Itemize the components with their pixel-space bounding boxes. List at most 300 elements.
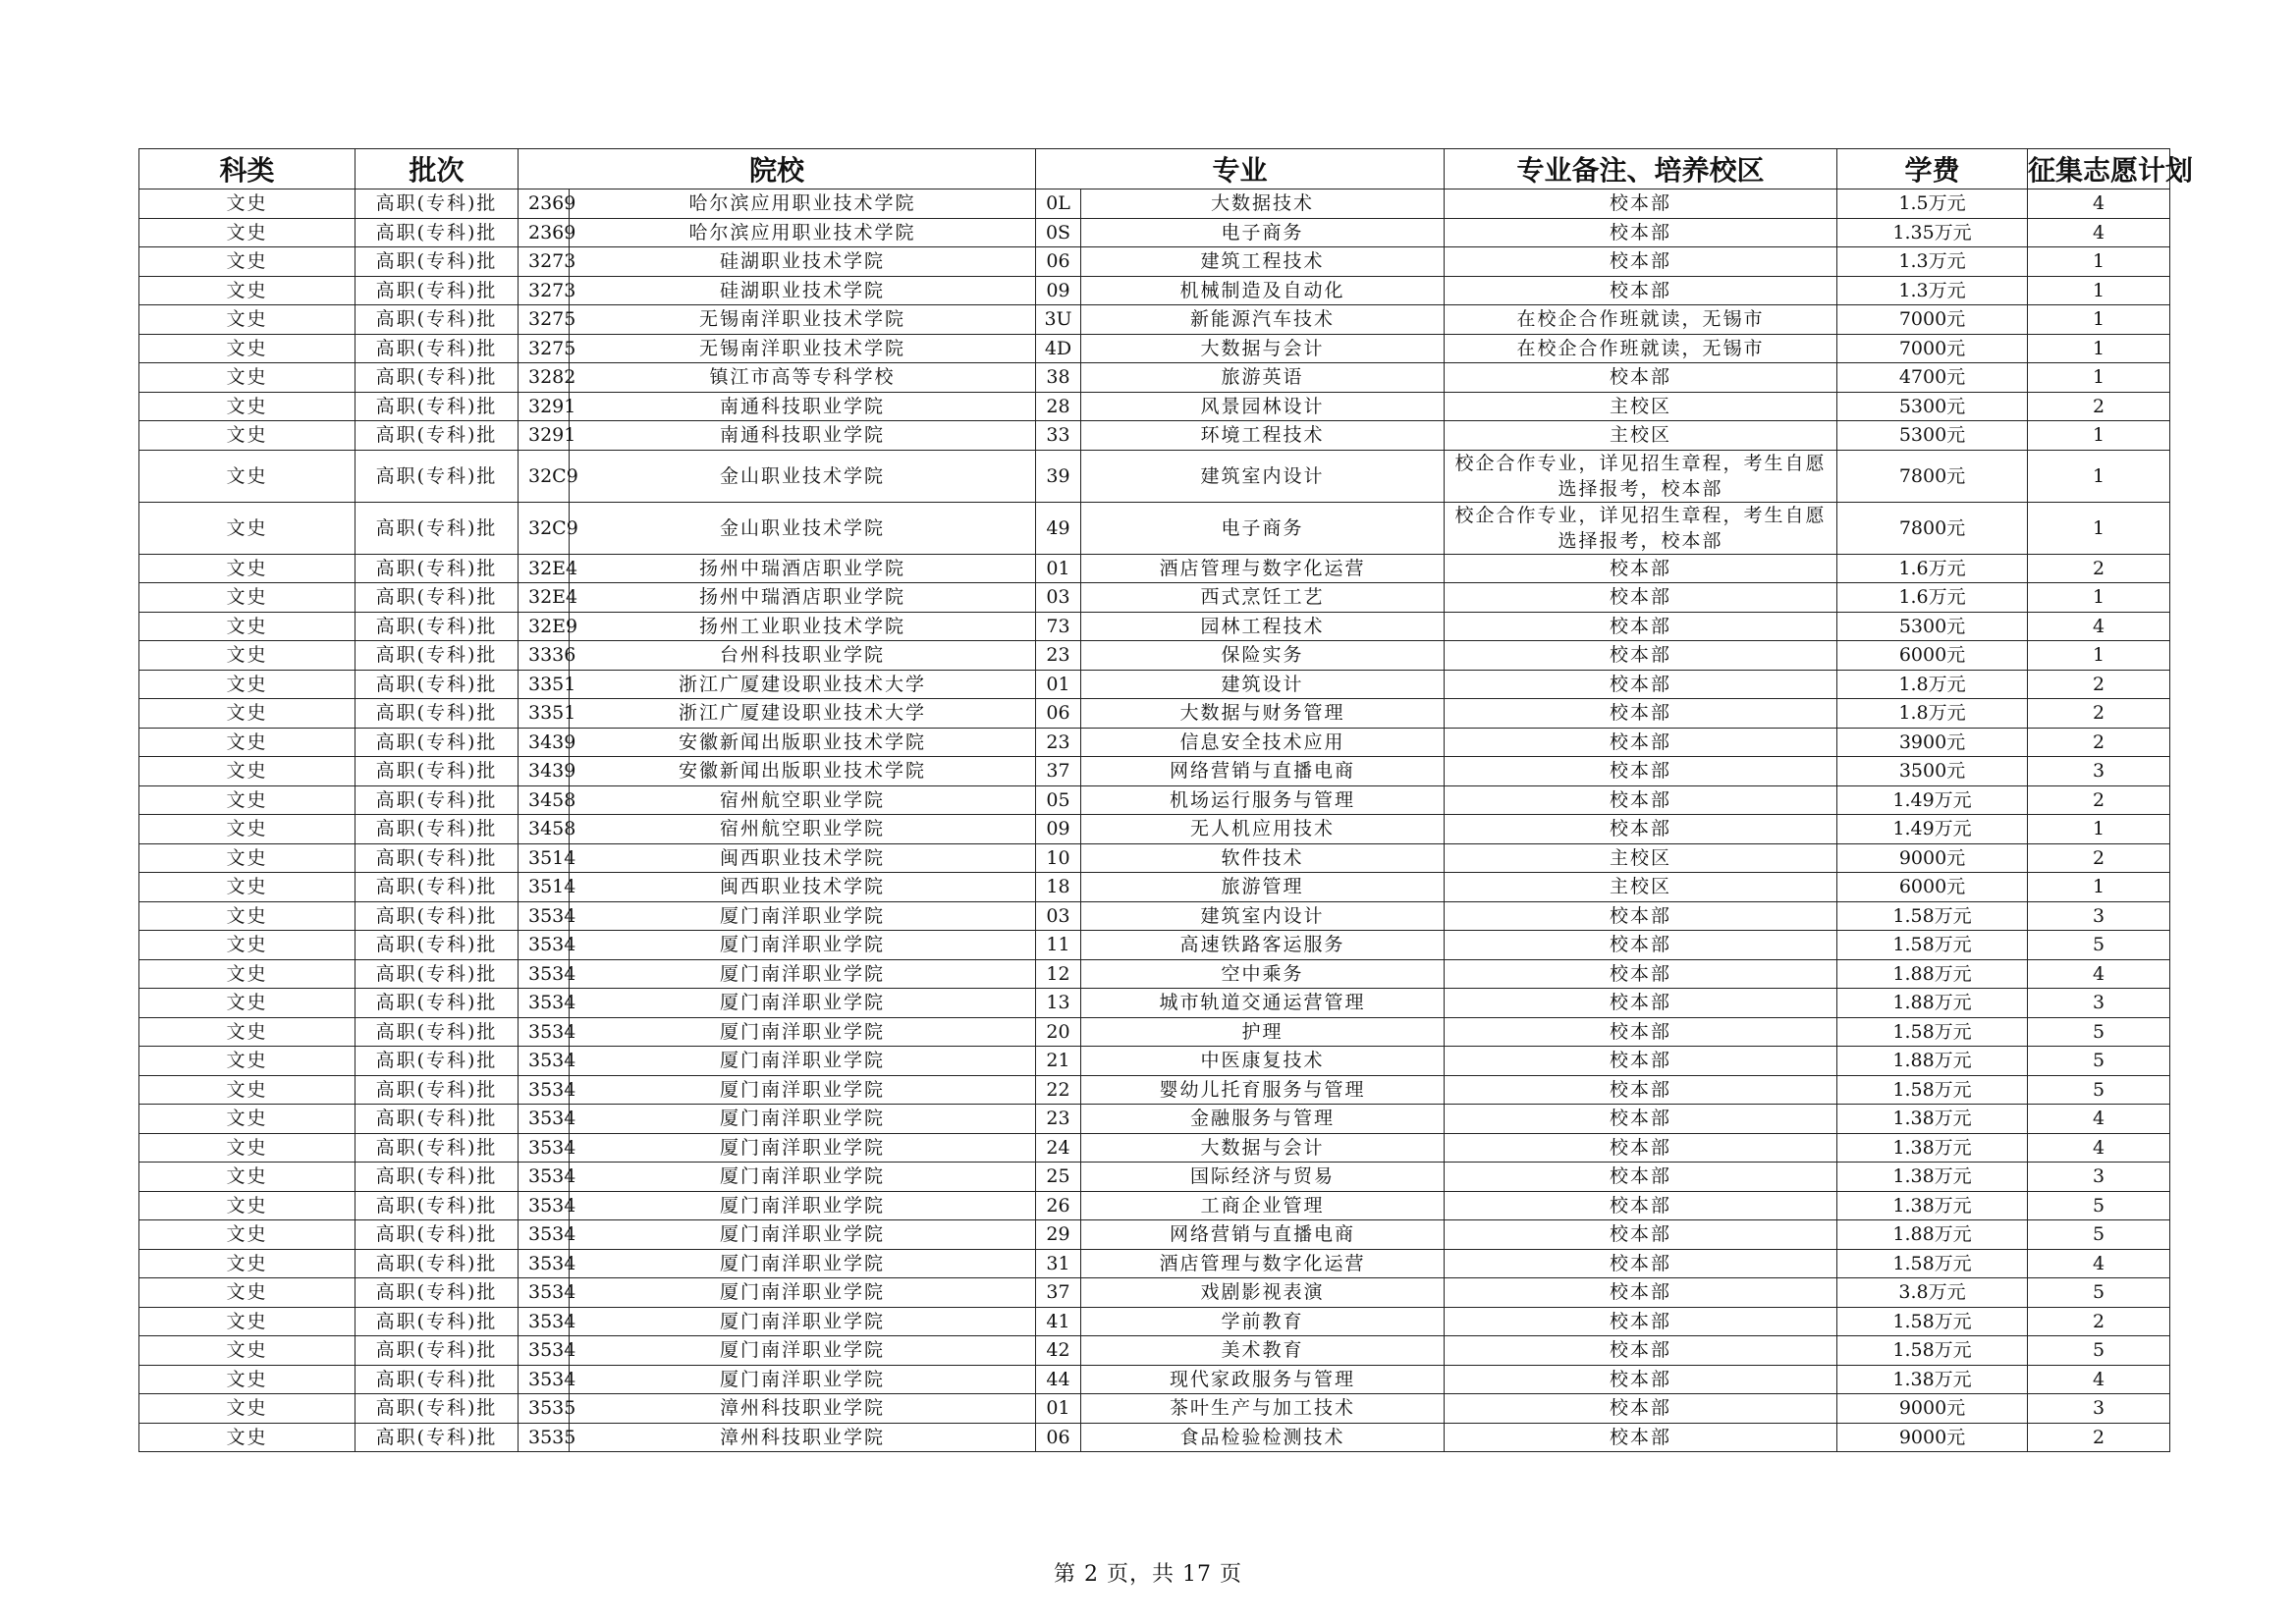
col-header-school: 院校: [519, 149, 1036, 189]
cell-category: 文史: [139, 1365, 355, 1394]
cell-batch: 高职(专科)批: [355, 276, 519, 305]
cell-tuition: 9000元: [1837, 1423, 2028, 1452]
cell-school-code: 3535: [519, 1394, 570, 1424]
cell-school-code: 32C9: [519, 502, 570, 554]
cell-school-code: 3336: [519, 641, 570, 671]
col-header-batch: 批次: [355, 149, 519, 189]
cell-school-name: 浙江广厦建设职业技术大学: [570, 699, 1036, 729]
cell-school-code: 3534: [519, 1249, 570, 1278]
cell-major-code: 05: [1036, 785, 1081, 815]
cell-remark: 校本部: [1445, 699, 1837, 729]
cell-plan-count: 3: [2028, 989, 2170, 1018]
cell-major-name: 大数据与会计: [1081, 334, 1445, 363]
cell-major-code: 0L: [1036, 189, 1081, 219]
cell-major-name: 旅游管理: [1081, 873, 1445, 902]
cell-school-name: 厦门南洋职业学院: [570, 1249, 1036, 1278]
cell-plan-count: 2: [2028, 1423, 2170, 1452]
cell-school-code: 3534: [519, 1307, 570, 1336]
cell-school-name: 厦门南洋职业学院: [570, 1133, 1036, 1163]
cell-school-name: 宿州航空职业学院: [570, 785, 1036, 815]
cell-tuition: 1.58万元: [1837, 931, 2028, 960]
cell-plan-count: 5: [2028, 1191, 2170, 1220]
cell-major-code: 12: [1036, 959, 1081, 989]
cell-remark: 校本部: [1445, 1394, 1837, 1424]
cell-major-name: 金融服务与管理: [1081, 1105, 1445, 1134]
cell-category: 文史: [139, 502, 355, 554]
cell-plan-count: 5: [2028, 1278, 2170, 1308]
table-row: [139, 247, 2170, 277]
cell-major-name: 建筑工程技术: [1081, 247, 1445, 277]
cell-plan-count: 2: [2028, 554, 2170, 583]
cell-major-name: 机械制造及自动化: [1081, 276, 1445, 305]
col-header-tuition: 学费: [1837, 149, 2028, 189]
cell-remark: 校本部: [1445, 1365, 1837, 1394]
cell-plan-count: 3: [2028, 901, 2170, 931]
cell-school-code: 3534: [519, 901, 570, 931]
cell-major-code: 06: [1036, 247, 1081, 277]
cell-tuition: 1.58万元: [1837, 1249, 2028, 1278]
cell-category: 文史: [139, 334, 355, 363]
cell-batch: 高职(专科)批: [355, 699, 519, 729]
cell-remark: 校本部: [1445, 1423, 1837, 1452]
cell-major-code: 37: [1036, 757, 1081, 786]
cell-remark: 校本部: [1445, 363, 1837, 393]
cell-school-name: 哈尔滨应用职业技术学院: [570, 218, 1036, 247]
cell-tuition: 1.58万元: [1837, 901, 2028, 931]
cell-school-name: 厦门南洋职业学院: [570, 1017, 1036, 1047]
cell-school-name: 宿州航空职业学院: [570, 815, 1036, 844]
cell-remark: 校企合作专业，详见招生章程，考生自愿选择报考，校本部: [1445, 450, 1837, 502]
cell-school-name: 厦门南洋职业学院: [570, 1105, 1036, 1134]
cell-major-code: 28: [1036, 392, 1081, 421]
cell-major-name: 信息安全技术应用: [1081, 728, 1445, 757]
cell-major-name: 戏剧影视表演: [1081, 1278, 1445, 1308]
table-row: [139, 1220, 2170, 1250]
cell-major-code: 23: [1036, 1105, 1081, 1134]
cell-batch: 高职(专科)批: [355, 757, 519, 786]
cell-category: 文史: [139, 873, 355, 902]
cell-school-name: 南通科技职业学院: [570, 421, 1036, 451]
cell-batch: 高职(专科)批: [355, 247, 519, 277]
cell-remark: 校本部: [1445, 757, 1837, 786]
table-row: [139, 1105, 2170, 1134]
cell-major-code: 03: [1036, 901, 1081, 931]
cell-major-name: 环境工程技术: [1081, 421, 1445, 451]
cell-tuition: 3500元: [1837, 757, 2028, 786]
cell-batch: 高职(专科)批: [355, 1278, 519, 1308]
cell-batch: 高职(专科)批: [355, 1133, 519, 1163]
cell-tuition: 7800元: [1837, 450, 2028, 502]
cell-major-code: 38: [1036, 363, 1081, 393]
table-row: [139, 959, 2170, 989]
cell-major-code: 09: [1036, 815, 1081, 844]
cell-major-name: 机场运行服务与管理: [1081, 785, 1445, 815]
cell-plan-count: 1: [2028, 641, 2170, 671]
cell-batch: 高职(专科)批: [355, 1017, 519, 1047]
table-row: [139, 1047, 2170, 1076]
cell-school-code: 3534: [519, 1133, 570, 1163]
cell-category: 文史: [139, 1047, 355, 1076]
cell-school-code: 32C9: [519, 450, 570, 502]
cell-plan-count: 1: [2028, 815, 2170, 844]
cell-category: 文史: [139, 1105, 355, 1134]
table-row: [139, 1017, 2170, 1047]
cell-tuition: 1.88万元: [1837, 989, 2028, 1018]
table-row: [139, 1191, 2170, 1220]
cell-remark: 校本部: [1445, 641, 1837, 671]
cell-major-code: 29: [1036, 1220, 1081, 1250]
cell-school-code: 3273: [519, 276, 570, 305]
cell-tuition: 1.3万元: [1837, 247, 2028, 277]
cell-batch: 高职(专科)批: [355, 363, 519, 393]
cell-school-code: 3534: [519, 1278, 570, 1308]
cell-major-name: 园林工程技术: [1081, 612, 1445, 641]
cell-major-code: 49: [1036, 502, 1081, 554]
cell-major-name: 学前教育: [1081, 1307, 1445, 1336]
cell-remark: 校本部: [1445, 785, 1837, 815]
cell-plan-count: 5: [2028, 1047, 2170, 1076]
cell-school-name: 扬州中瑞酒店职业学院: [570, 583, 1036, 613]
table-row: [139, 502, 2170, 554]
cell-remark: 校本部: [1445, 583, 1837, 613]
cell-major-code: 4D: [1036, 334, 1081, 363]
cell-tuition: 1.88万元: [1837, 1047, 2028, 1076]
cell-tuition: 1.58万元: [1837, 1336, 2028, 1366]
cell-tuition: 7000元: [1837, 334, 2028, 363]
cell-category: 文史: [139, 1336, 355, 1366]
cell-category: 文史: [139, 699, 355, 729]
cell-batch: 高职(专科)批: [355, 502, 519, 554]
cell-school-name: 镇江市高等专科学校: [570, 363, 1036, 393]
cell-school-code: 3273: [519, 247, 570, 277]
cell-major-code: 09: [1036, 276, 1081, 305]
cell-school-name: 闽西职业技术学院: [570, 843, 1036, 873]
cell-school-code: 3458: [519, 785, 570, 815]
cell-school-code: 3534: [519, 1105, 570, 1134]
cell-school-name: 厦门南洋职业学院: [570, 1191, 1036, 1220]
cell-plan-count: 3: [2028, 1163, 2170, 1192]
cell-major-name: 食品检验检测技术: [1081, 1423, 1445, 1452]
cell-tuition: 1.6万元: [1837, 554, 2028, 583]
cell-remark: 在校企合作班就读，无锡市: [1445, 305, 1837, 335]
cell-school-code: 3534: [519, 1191, 570, 1220]
cell-batch: 高职(专科)批: [355, 189, 519, 219]
table-row: [139, 334, 2170, 363]
table-row: [139, 641, 2170, 671]
cell-tuition: 1.3万元: [1837, 276, 2028, 305]
cell-major-code: 41: [1036, 1307, 1081, 1336]
cell-remark: 校本部: [1445, 901, 1837, 931]
cell-school-name: 南通科技职业学院: [570, 392, 1036, 421]
cell-school-code: 3534: [519, 931, 570, 960]
cell-remark: 校本部: [1445, 1133, 1837, 1163]
cell-plan-count: 5: [2028, 1017, 2170, 1047]
cell-plan-count: 5: [2028, 1336, 2170, 1366]
cell-major-name: 新能源汽车技术: [1081, 305, 1445, 335]
cell-batch: 高职(专科)批: [355, 450, 519, 502]
cell-remark: 校本部: [1445, 1017, 1837, 1047]
cell-tuition: 5300元: [1837, 421, 2028, 451]
cell-school-code: 3534: [519, 1047, 570, 1076]
cell-major-code: 22: [1036, 1075, 1081, 1105]
cell-remark: 在校企合作班就读，无锡市: [1445, 334, 1837, 363]
cell-school-name: 厦门南洋职业学院: [570, 1307, 1036, 1336]
cell-batch: 高职(专科)批: [355, 334, 519, 363]
table-header-row: [139, 149, 2170, 189]
cell-plan-count: 1: [2028, 305, 2170, 335]
cell-category: 文史: [139, 843, 355, 873]
cell-tuition: 1.49万元: [1837, 815, 2028, 844]
cell-remark: 校本部: [1445, 247, 1837, 277]
cell-plan-count: 1: [2028, 421, 2170, 451]
cell-category: 文史: [139, 1017, 355, 1047]
cell-major-name: 电子商务: [1081, 502, 1445, 554]
cell-plan-count: 4: [2028, 1365, 2170, 1394]
cell-major-name: 酒店管理与数字化运营: [1081, 554, 1445, 583]
cell-school-name: 厦门南洋职业学院: [570, 1075, 1036, 1105]
cell-category: 文史: [139, 785, 355, 815]
cell-plan-count: 5: [2028, 931, 2170, 960]
cell-major-name: 风景园林设计: [1081, 392, 1445, 421]
cell-tuition: 4700元: [1837, 363, 2028, 393]
table-row: [139, 392, 2170, 421]
cell-remark: 校本部: [1445, 1047, 1837, 1076]
table-row: [139, 276, 2170, 305]
table-row: [139, 421, 2170, 451]
cell-major-code: 11: [1036, 931, 1081, 960]
cell-batch: 高职(专科)批: [355, 670, 519, 699]
cell-remark: 主校区: [1445, 843, 1837, 873]
cell-school-name: 无锡南洋职业技术学院: [570, 305, 1036, 335]
table-row: [139, 728, 2170, 757]
cell-batch: 高职(专科)批: [355, 1163, 519, 1192]
cell-major-name: 大数据与会计: [1081, 1133, 1445, 1163]
table-row: [139, 843, 2170, 873]
cell-category: 文史: [139, 218, 355, 247]
cell-batch: 高职(专科)批: [355, 641, 519, 671]
cell-major-name: 建筑室内设计: [1081, 450, 1445, 502]
cell-category: 文史: [139, 1278, 355, 1308]
cell-school-name: 厦门南洋职业学院: [570, 901, 1036, 931]
cell-school-name: 安徽新闻出版职业技术学院: [570, 757, 1036, 786]
cell-tuition: 1.88万元: [1837, 1220, 2028, 1250]
cell-school-code: 32E4: [519, 554, 570, 583]
cell-school-name: 扬州工业职业技术学院: [570, 612, 1036, 641]
table-row: [139, 583, 2170, 613]
cell-school-code: 3439: [519, 757, 570, 786]
cell-school-name: 硅湖职业技术学院: [570, 247, 1036, 277]
cell-school-name: 漳州科技职业学院: [570, 1423, 1036, 1452]
cell-major-code: 33: [1036, 421, 1081, 451]
cell-tuition: 1.6万元: [1837, 583, 2028, 613]
cell-school-name: 浙江广厦建设职业技术大学: [570, 670, 1036, 699]
cell-plan-count: 1: [2028, 363, 2170, 393]
cell-remark: 校本部: [1445, 989, 1837, 1018]
cell-major-name: 网络营销与直播电商: [1081, 757, 1445, 786]
cell-tuition: 1.58万元: [1837, 1075, 2028, 1105]
cell-tuition: 7000元: [1837, 305, 2028, 335]
cell-school-code: 3351: [519, 670, 570, 699]
cell-school-code: 3275: [519, 305, 570, 335]
table-row: [139, 1423, 2170, 1452]
table-row: [139, 1163, 2170, 1192]
cell-school-code: 3534: [519, 959, 570, 989]
table-row: [139, 901, 2170, 931]
cell-major-code: 18: [1036, 873, 1081, 902]
cell-batch: 高职(专科)批: [355, 583, 519, 613]
cell-major-code: 03: [1036, 583, 1081, 613]
cell-major-name: 软件技术: [1081, 843, 1445, 873]
cell-plan-count: 2: [2028, 699, 2170, 729]
cell-plan-count: 2: [2028, 785, 2170, 815]
cell-major-code: 0S: [1036, 218, 1081, 247]
cell-major-code: 31: [1036, 1249, 1081, 1278]
cell-major-code: 13: [1036, 989, 1081, 1018]
cell-tuition: 9000元: [1837, 843, 2028, 873]
cell-plan-count: 1: [2028, 334, 2170, 363]
cell-plan-count: 4: [2028, 189, 2170, 219]
cell-school-name: 扬州中瑞酒店职业学院: [570, 554, 1036, 583]
cell-school-name: 无锡南洋职业技术学院: [570, 334, 1036, 363]
cell-batch: 高职(专科)批: [355, 959, 519, 989]
cell-school-code: 3351: [519, 699, 570, 729]
cell-remark: 校本部: [1445, 189, 1837, 219]
cell-remark: 校本部: [1445, 931, 1837, 960]
cell-remark: 校本部: [1445, 959, 1837, 989]
cell-plan-count: 1: [2028, 247, 2170, 277]
cell-school-name: 厦门南洋职业学院: [570, 1220, 1036, 1250]
cell-major-name: 城市轨道交通运营管理: [1081, 989, 1445, 1018]
page-footer: 第 2 页，共 17 页: [1054, 1562, 1242, 1587]
cell-major-code: 26: [1036, 1191, 1081, 1220]
cell-remark: 校本部: [1445, 1105, 1837, 1134]
table-row: [139, 450, 2170, 502]
cell-major-code: 42: [1036, 1336, 1081, 1366]
cell-batch: 高职(专科)批: [355, 1249, 519, 1278]
col-header-category: 科类: [139, 149, 355, 189]
cell-major-name: 中医康复技术: [1081, 1047, 1445, 1076]
cell-category: 文史: [139, 959, 355, 989]
cell-major-code: 44: [1036, 1365, 1081, 1394]
cell-plan-count: 2: [2028, 843, 2170, 873]
cell-major-code: 01: [1036, 554, 1081, 583]
cell-school-name: 闽西职业技术学院: [570, 873, 1036, 902]
cell-tuition: 1.38万元: [1837, 1163, 2028, 1192]
table-row: [139, 815, 2170, 844]
cell-tuition: 6000元: [1837, 641, 2028, 671]
cell-tuition: 9000元: [1837, 1394, 2028, 1424]
cell-batch: 高职(专科)批: [355, 1047, 519, 1076]
cell-remark: 校本部: [1445, 276, 1837, 305]
cell-major-code: 06: [1036, 1423, 1081, 1452]
cell-major-code: 25: [1036, 1163, 1081, 1192]
table-row: [139, 189, 2170, 219]
cell-major-name: 工商企业管理: [1081, 1191, 1445, 1220]
cell-batch: 高职(专科)批: [355, 218, 519, 247]
cell-category: 文史: [139, 421, 355, 451]
cell-school-code: 3534: [519, 1365, 570, 1394]
cell-tuition: 1.49万元: [1837, 785, 2028, 815]
cell-tuition: 1.58万元: [1837, 1307, 2028, 1336]
cell-tuition: 1.38万元: [1837, 1133, 2028, 1163]
table-body: [139, 189, 2170, 1452]
cell-school-name: 厦门南洋职业学院: [570, 989, 1036, 1018]
col-header-major: 专业: [1036, 149, 1445, 189]
cell-category: 文史: [139, 1163, 355, 1192]
cell-major-name: 西式烹饪工艺: [1081, 583, 1445, 613]
cell-batch: 高职(专科)批: [355, 1423, 519, 1452]
cell-school-code: 3291: [519, 421, 570, 451]
cell-category: 文史: [139, 1075, 355, 1105]
cell-remark: 校本部: [1445, 1220, 1837, 1250]
cell-school-code: 3291: [519, 392, 570, 421]
cell-school-code: 32E4: [519, 583, 570, 613]
table-row: [139, 1278, 2170, 1308]
col-header-remark: 专业备注、培养校区: [1445, 149, 1837, 189]
cell-remark: 校本部: [1445, 670, 1837, 699]
table-row: [139, 931, 2170, 960]
cell-school-name: 漳州科技职业学院: [570, 1394, 1036, 1424]
cell-major-code: 23: [1036, 728, 1081, 757]
cell-category: 文史: [139, 1307, 355, 1336]
table-row: [139, 1336, 2170, 1366]
cell-category: 文史: [139, 728, 355, 757]
cell-plan-count: 3: [2028, 1394, 2170, 1424]
cell-plan-count: 2: [2028, 1307, 2170, 1336]
cell-remark: 校本部: [1445, 554, 1837, 583]
cell-category: 文史: [139, 641, 355, 671]
cell-remark: 校本部: [1445, 1075, 1837, 1105]
cell-category: 文史: [139, 931, 355, 960]
cell-major-name: 茶叶生产与加工技术: [1081, 1394, 1445, 1424]
cell-school-code: 3282: [519, 363, 570, 393]
table-row: [139, 554, 2170, 583]
cell-school-name: 金山职业技术学院: [570, 450, 1036, 502]
cell-batch: 高职(专科)批: [355, 392, 519, 421]
cell-school-code: 3534: [519, 1220, 570, 1250]
cell-category: 文史: [139, 276, 355, 305]
cell-major-code: 39: [1036, 450, 1081, 502]
cell-batch: 高职(专科)批: [355, 612, 519, 641]
cell-major-name: 现代家政服务与管理: [1081, 1365, 1445, 1394]
cell-category: 文史: [139, 363, 355, 393]
cell-major-name: 电子商务: [1081, 218, 1445, 247]
cell-school-name: 厦门南洋职业学院: [570, 1365, 1036, 1394]
table-row: [139, 670, 2170, 699]
cell-major-code: 10: [1036, 843, 1081, 873]
cell-plan-count: 2: [2028, 670, 2170, 699]
cell-plan-count: 4: [2028, 959, 2170, 989]
cell-plan-count: 4: [2028, 1133, 2170, 1163]
cell-plan-count: 1: [2028, 583, 2170, 613]
table-row: [139, 989, 2170, 1018]
cell-batch: 高职(专科)批: [355, 1075, 519, 1105]
cell-major-name: 护理: [1081, 1017, 1445, 1047]
cell-remark: 校企合作专业，详见招生章程，考生自愿选择报考，校本部: [1445, 502, 1837, 554]
cell-major-code: 24: [1036, 1133, 1081, 1163]
cell-remark: 校本部: [1445, 218, 1837, 247]
cell-major-name: 大数据技术: [1081, 189, 1445, 219]
cell-batch: 高职(专科)批: [355, 554, 519, 583]
cell-category: 文史: [139, 247, 355, 277]
cell-tuition: 5300元: [1837, 612, 2028, 641]
cell-remark: 校本部: [1445, 612, 1837, 641]
cell-batch: 高职(专科)批: [355, 873, 519, 902]
table-row: [139, 218, 2170, 247]
table-row: [139, 612, 2170, 641]
cell-batch: 高职(专科)批: [355, 305, 519, 335]
table-row: [139, 1394, 2170, 1424]
